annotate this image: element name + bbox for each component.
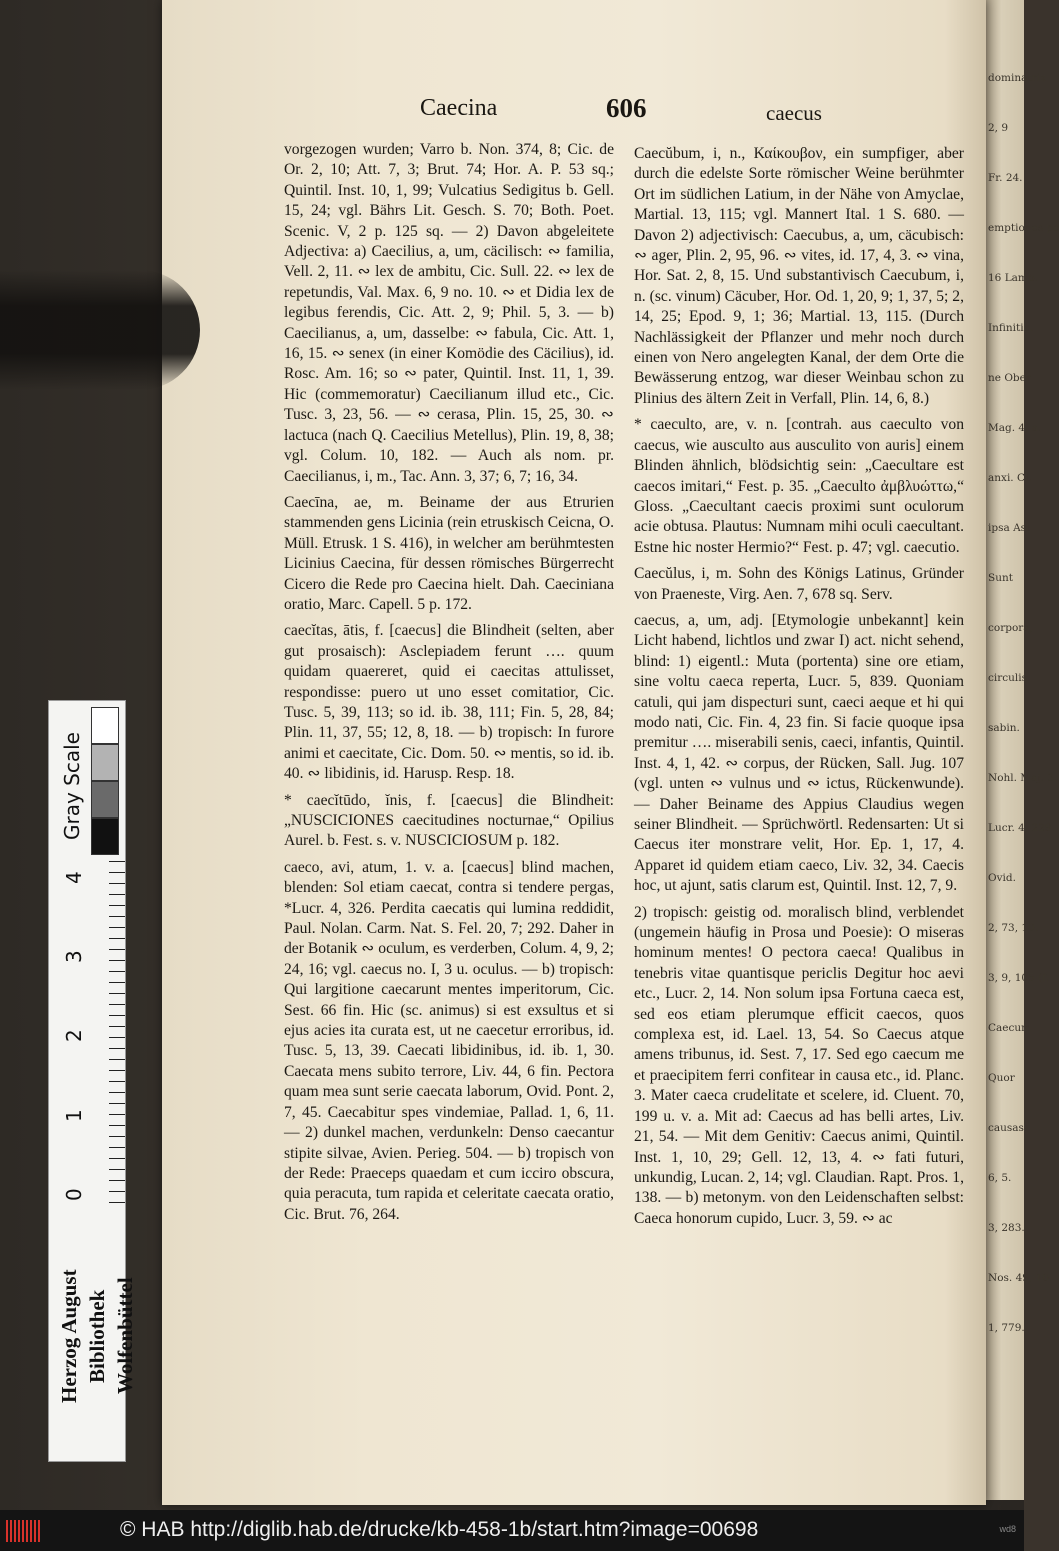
- adjacent-page-fragment: Sunt: [988, 572, 1013, 584]
- ruler-number: 2: [62, 1029, 86, 1043]
- adjacent-page-fragment: ipsa Ast: [988, 522, 1031, 534]
- gray-scale-ruler: [48, 700, 137, 1462]
- adjacent-page-fragment: 16 Lamb.: [988, 272, 1038, 284]
- adjacent-page-fragment: emptiones pe: [988, 222, 1059, 234]
- adjacent-page-fragment: Infinitio.: [988, 322, 1034, 334]
- adjacent-page-fragment: circulis: [988, 672, 1028, 684]
- adjacent-page-fragment: sabin.: [988, 722, 1020, 734]
- dictionary-entry: 2) tropisch: geistig od. moralisch blind, verblendet (ungemein häufig in Prosa und Poesie): O miseras hominum mentes! O pectora caeca! Qualibus in tenebris vitae quantisque periclis Degitur hoc aevi etc., Lucr. 2, 14. Non solum ipsa Fortuna caeca est, sed eos etiam plerumque efficit caecos, quos complexa est, id. Lael. 13, 54. So Caecus atque amens tribunus, id. Sest. 7, 17. Sed ego caecum me et praecipitem ferri confitear in causa etc., id. Planc. 3. Mater caeca crudelitate et scelere, id. Cluent. 70, 199 u. v. a. Mit ad: Caecus ad has belli artes, Liv. 21, 54. — Mit dem Genitiv: Caecus animi, Quintil. Inst. 1, 10, 29; Gell. 12, 13, 4. ∾ fati futuri, unkundig, Lucan. 2, 14; vgl. Claudian. Rapt. Pros. 1, 138. — b) metonym. von den Leidenschaften selbst: Caeca honorum cupido, Lucr. 3, 59. ∾ ac: [634, 903, 964, 1227]
- adjacent-page-fragment: 2, 9: [988, 122, 1009, 134]
- ruler-number: 0: [62, 1188, 86, 1201]
- dictionary-entry: caeco, avi, atum, 1. v. a. [caecus] blind machen, blenden: Sol etiam caecat, contra si tendere pergas, *Lucr. 4, 326. Perdita caecatis qui lumina reddidit, Paul. Nolan. Carm. Nat. S. Fel. 20, 7; 292. Daher in der Botanik ∾ oculum, es verderben, Colum. 4, 9, 2; 24, 16; vgl. caecus no. I, 3 u. oculus. — b) tropisch: Qui largitione caecarunt mentes imperitorum, Cic. Sest. 66 fin. Hic (sc. animus) si est exsultus et si ejus acies ita curata est, ut ne caecetur erroribus, id. Tusc. 5, 13, 39. Caecati libidinibus, id. ib. 1, 30. Caecata mens subito terrore, Liv. 44, 6 fin. Pectora quam mea sunt serie caecata laborum, Ovid. Pont. 2, 7, 45. Caecabitur spes vindemiae, Pallad. 1, 6, 11. — 2) dunkel machen, verdunkeln: Denso caecantur stipite silvae, Avien. Perieg. 504. — b) tropisch von der Rede: Praeceps quaedam et cum icciro obscura, quia peracuta, tum rapida et celeritate caecata oratio, Cic. Brut. 76, 264.: [284, 858, 614, 1223]
- adjacent-page-fragment: Fr. 24.: [988, 172, 1023, 184]
- gray-scale-swatches: [91, 707, 119, 857]
- adjacent-page-edge: [986, 0, 1059, 1500]
- library-name-line: Wolfenbüttel: [113, 1277, 137, 1395]
- adjacent-page-fragment: anxi. Cl.: [988, 472, 1032, 484]
- left-text-column: [284, 140, 614, 1231]
- dictionary-entry: Caecīna, ae, m. Beiname der aus Etrurien stammenden gens Licinia (rein etruskisch Ceicna, O. Müll. Etrusk. 1 S. 416), in welcher am berühmtesten Licinius Caecina, für dessen römisches Bürgerrecht Cicero die Rede pro Caecina hielt. Dah. Caeciniana oratio, Marc. Capell. 5 p. 172.: [284, 493, 614, 613]
- adjacent-page-fragment: Lucr. 4, 229.: [988, 822, 1055, 834]
- adjacent-page-fragment: 6, 5.: [988, 1172, 1012, 1184]
- gray-scale-label: Gray Scale: [60, 732, 84, 840]
- dictionary-entry: caecĭtas, ātis, f. [caecus] die Blindheit (selten, aber gut prosaisch): Asclepiadem ferunt …. quum quidam quaereret, quid ei caecitas attulisset, respondisse: puero ut uno esset comitatior, Cic. Tusc. 5, 39, 113; so id. ib. 38, 111; Fin. 5, 28, 84; Plin. 11, 37, 55; 12, 8, 18. — b) tropisch: In furore animi et caecitate, Cic. Dom. 50. ∾ mentis, so id. ib. 40. ∾ libidinis, id. Harusp. Resp. 18.: [284, 622, 614, 783]
- adjacent-page-fragment: corpora,: [988, 622, 1033, 634]
- page-clip: [0, 270, 200, 390]
- dictionary-entry: Caecŭlus, i, m. Sohn des Königs Latinus, Gründer von Praeneste, Virg. Aen. 7, 678 sq. Serv.: [634, 565, 964, 603]
- adjacent-page-fragment: Mag. 4, a.: [988, 422, 1042, 434]
- ruler-numbers: [57, 871, 91, 1201]
- adjacent-page-fragment: 3, 9, 105 (f.: [988, 972, 1050, 984]
- corner-mark: wd8: [999, 1524, 1016, 1534]
- viewer-footer: [0, 1510, 1024, 1551]
- running-head-right: caecus: [766, 101, 822, 125]
- adjacent-page-fragment: Ovid.: [988, 872, 1016, 884]
- ruler-number: 3: [62, 950, 86, 964]
- dictionary-entry: Caecŭbum, i, n., Καίκουβον, ein sumpfiger, aber durch die edelste Sorte römischer Weine berühmter Ort im südlichen Latium, in der Nähe von Amyclae, Martial. 13, 115; vgl. Mannert Ital. 1 S. 680. — Davon 2) adjectivisch: Caecubus, a, um, cäcubisch: ∾ ager, Plin. 2, 95, 96. ∾ vites, id. 17, 4, 3. ∾ vina, Hor. Sat. 2, 8, 15. Und substantivisch Caecubum, i, n. (sc. vinum) Cäcuber, Hor. Od. 1, 20, 9; 1, 37, 5; 2, 14, 25; Epod. 9, 1; 36; Martial. 13, 115. (Durch Nachlässigkeit der Pflanzer und mehr noch durch einen von Nero angelegten Kanal, der dem Orte die Bewässerung entzog, war dieser Weinbau schon zu Plinius des ältern Zeit in Verfall, Plin. 14, 6, 8.): [634, 145, 964, 407]
- adjacent-page-fragment: 1, 779.: [988, 1322, 1025, 1334]
- library-name: [55, 1221, 137, 1451]
- adjacent-page-fragment: 2, 73, 10.: [988, 922, 1039, 934]
- dictionary-entry: * caecultо, are, v. n. [contrah. aus caecultо von caecus, wie ausculto aus ausculito von auris] einem Blinden ähnlich, blödsichtig sein: „Caecultare est caecos imitari,“ Fest. p. 35. „Caeculto ἀμβλυώττω,“ Gloss. „Caecultant caecis proximi sunt oculorum acie obtusa. Plautus: Numnam mihi oculi caecultant. Estne hic noster Hermio?“ Fest. p. 47; vgl. caecutio.: [634, 416, 964, 556]
- adjacent-page-fragment: Nos. 49, 10.: [988, 1272, 1053, 1284]
- adjacent-page-fragment: causas.: [988, 1122, 1028, 1134]
- hab-logo-icon: [6, 1520, 40, 1542]
- page-header: [162, 93, 986, 133]
- adjacent-page-fragment: ne Ober: [988, 372, 1031, 384]
- running-head-left: Caecina: [420, 95, 498, 121]
- dictionary-entry: * caecĭtūdo, ĭnis, f. [caecus] die Blindheit: „NUSCICIONES caecitudines nocturnae,“ Opilius Aurel. b. Fest. s. v. NUSCICIOSUM p. 182.: [284, 791, 614, 850]
- dictionary-entry: caecus, a, um, adj. [Etymologie unbekannt] kein Licht habend, lichtlos und zwar I) act. nicht sehend, blind: 1) eigentl.: Muta (portenta) sine ore etiam, sine voltu caeca reperta, Lucr. 5, 839. Quoniam catuli, qui jam dispecturi sunt, caeci aeque et hi qui modo nati, Cic. Fin. 4, 23 fin. Si facie quoque ipsa premitur …. miserabili senis, caeci, infantis, Quintil. Inst. 4, 1, 42. ∾ corpus, der Rücken, Sall. Jug. 107 (vgl. unten ∾ vulnus und ∾ ictus, Rückenwunde). — Daher Beiname des Appius Claudius wegen seiner Blindheit. — Sprüchwörtl. Redensarten: Ut si Caecus iter monstrare velit, Hor. Ep. 1, 17, 4. Apparet id quidem etiam caeco, Liv. 32, 34. Caecis hoc, ut ajunt, satis clarum est, Quintil. Inst. 12, 7, 9.: [634, 611, 964, 895]
- library-name-line: Herzog August Bibliothek: [57, 1269, 109, 1403]
- adjacent-page-fragment: Nohl. Maj. 3.: [988, 772, 1058, 784]
- right-text-column: [634, 144, 964, 1235]
- ruler-number: 1: [62, 1108, 86, 1122]
- adjacent-page-fragment: Quor: [988, 1072, 1015, 1084]
- source-link[interactable]: © HAB http://diglib.hab.de/drucke/kb-458-1b/start.htm?image=00698: [120, 1518, 759, 1541]
- ruler-number: 4: [62, 871, 86, 884]
- adjacent-page-fragment: 3, 283.: [988, 1222, 1025, 1234]
- ruler-ticks: [109, 861, 125, 1211]
- adjacent-page-fragment: dominatrix: [988, 72, 1046, 84]
- dictionary-entry: vorgezogen wurden; Varro b. Non. 374, 8; Cic. de Or. 2, 10; Att. 7, 3; Brut. 74; Hor. A. P. 53 sq.; Quintil. Inst. 10, 1, 99; Vulcatius Sedigitus b. Gell. 15, 24; vgl. Bährs Lit. Gesch. S. 70; Both. Poet. Scenic. V, 2 p. 125 sq. — 2) Davon abgeleitete Adjectiva: a) Caecilius, a, um, cäcilisch: ∾ familia, Vell. 2, 11. ∾ lex de ambitu, Cic. Sull. 22. ∾ lex de repetundis, Val. Max. 6, 9 no. 10. ∾ et Didia lex de legibus ferendis, Cic. Att. 2, 9; Phil. 5, 3. — b) Caecilianus, a, um, dasselbe: ∾ fabula, Cic. Att. 1, 16, 15. ∾ senex (in einer Komödie des Cäcilius), id. Rosc. Am. 16; so ∾ pater, Quintil. Inst. 11, 1, 39. Hic (commemoratur) Caecilianum illud etc., Cic. Tusc. 3, 23, 56. — ∾ cerasa, Plin. 15, 25, 30. ∾ lactuca (nach Q. Caecilius Metellus), Plin. 19, 8, 38; vgl. Colum. 10, 182. — Auch als nom. pr. Caecilianus, i, m., Tac. Ann. 3, 37; 6, 7; 16, 34.: [284, 141, 614, 485]
- page-number: 606: [606, 93, 647, 123]
- adjacent-page-fragment: Caecum: [988, 1022, 1032, 1034]
